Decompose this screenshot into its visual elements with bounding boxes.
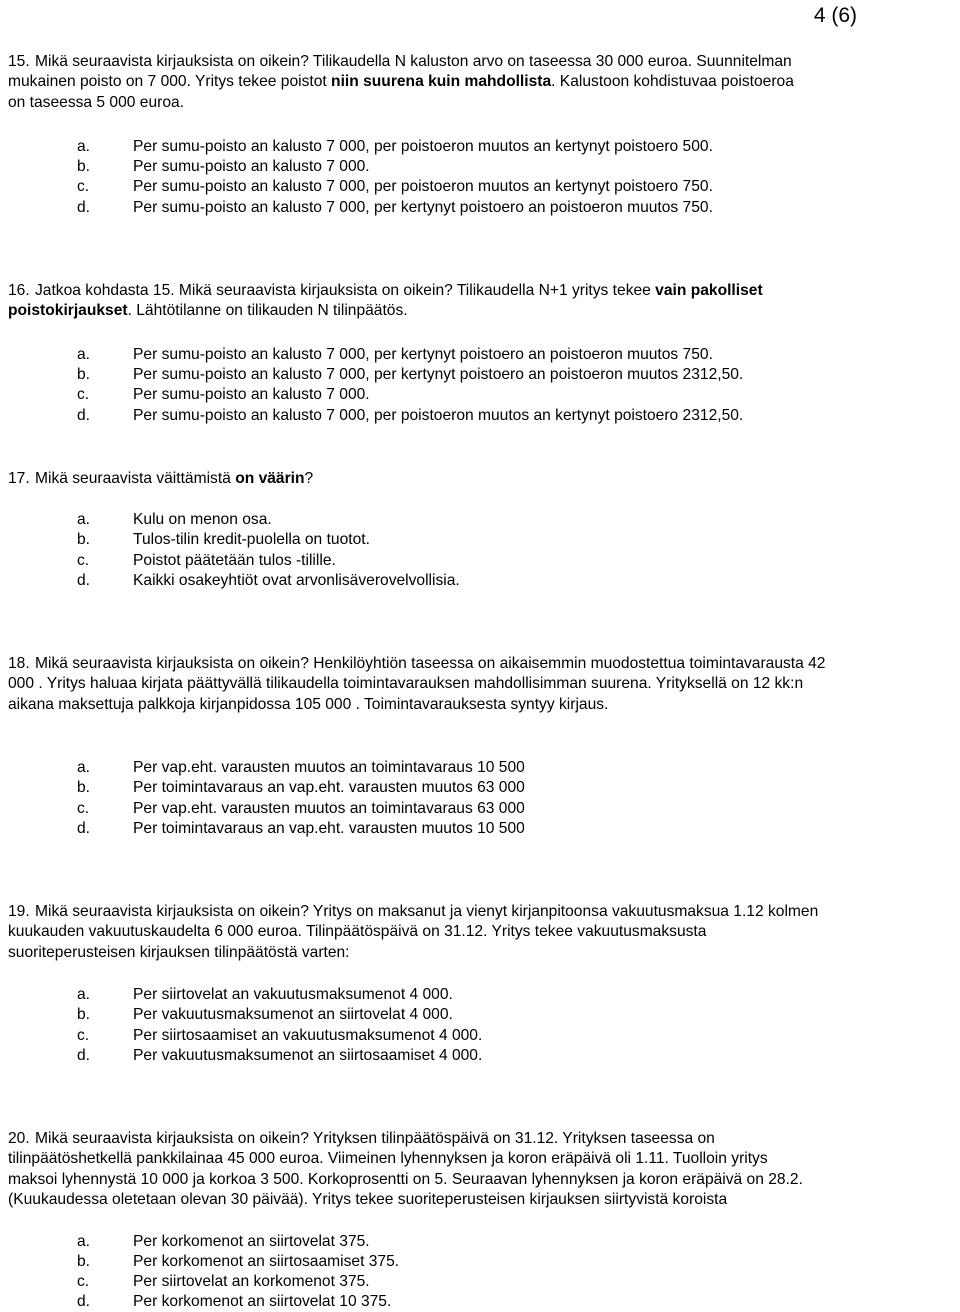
question-16-option-d: d. Per sumu-poisto an kalusto 7 000, per poistoeron muutos an kertynyt poistoero 2312,50. [77,407,744,424]
question-16-option-b: b. Per sumu-poisto an kalusto 7 000, per kertynyt poistoero an poistoeron muutos 2312,50. [77,366,744,383]
question-17-option-b: b. Tulos-tilin kredit-puolella on tuotot. [77,531,370,548]
question-16-option-c: c. Per sumu-poisto an kalusto 7 000. [77,386,370,403]
question-18-option-c: c. Per vap.eht. varausten muutos an toimintavaraus 63 000 [77,800,525,817]
question-16 [8,281,953,322]
question-17-option-a: a. Kulu on menon osa. [77,511,272,528]
question-20-option-a: a. Per korkomenot an siirtovelat 375. [77,1233,370,1250]
question-19-option-b: b. Per vakuutusmaksumenot an siirtovelat 4 000. [77,1006,453,1023]
question-18-option-d: d. Per toimintavaraus an vap.eht. varausten muutos 10 500 [77,820,525,837]
question-18-option-a: a. Per vap.eht. varausten muutos an toimintavaraus 10 500 [77,759,525,776]
question-20-line-2: tilinpäätöshetkellä pankkilainaa 45 000 euroa. Viimeinen lyhennyksen ja koron eräpäivä oli 1.11. Tuolloin yritys [8,1150,768,1168]
question-20-option-b: b. Per korkomenot an siirtosaamiset 375. [77,1253,400,1270]
question-19-line-2: kuukauden vakuutuskaudelta 6 000 euroa. Tilinpäätöspäivä on 31.12. Yritys tekee vakuutusmaksusta [8,923,707,941]
question-19-number: 19. [8,903,30,920]
question-16-number: 16. [8,282,30,299]
question-19-option-d: d. Per vakuutusmaksumenot an siirtosaamiset 4 000. [77,1047,483,1064]
question-15-line-1: 15. Mikä seuraavista kirjauksista on oikein? Tilikaudella N kaluston arvo on taseessa 30 000 euroa. Suunnitelman [8,52,953,72]
question-18-line-3: aikana maksettuja palkkoja kirjanpidossa 105 000 . Toimintavarauksesta syntyy kirjaus. [8,695,609,713]
page-number: 4 (6) [813,4,857,27]
question-20-line-3: maksoi lyhennystä 10 000 ja korkoa 3 500. Korkoprosentti on 5. Seuraavan lyhennyksen ja koron eräpäivä on 28.2. [8,1170,803,1188]
question-15-option-d: d. Per sumu-poisto an kalusto 7 000, per kertynyt poistoero an poistoeron muutos 750. [77,199,713,216]
question-20-number: 20. [8,1130,30,1147]
question-18-line-1: 18. Mikä seuraavista kirjauksista on oikein? Henkilöyhtiön taseessa on aikaisemmin muodostettua toimintavarausta 42 [8,654,953,674]
question-20-option-d: d. Per korkomenot an siirtovelat 10 375. [77,1293,392,1310]
question-16-line-1: 16. Jatkoa kohdasta 15. Mikä seuraavista kirjauksista on oikein? Tilikaudella N+1 yritys tekee vain pakolliset [8,281,953,301]
question-17-line-1: 17. Mikä seuraavista väittämistä on väärin? [8,469,953,489]
question-15-option-a: a. Per sumu-poisto an kalusto 7 000, per poistoeron muutos an kertynyt poistoero 500. [77,138,713,155]
question-19-line-1: 19. Mikä seuraavista kirjauksista on oikein? Yritys on maksanut ja vienyt kirjanpitoonsa vakuutusmaksua 1.12 kolmen [8,902,953,922]
question-15-option-c: c. Per sumu-poisto an kalusto 7 000, per poistoeron muutos an kertynyt poistoero 750. [77,178,713,195]
question-19-option-c: c. Per siirtosaamiset an vakuutusmaksumenot 4 000. [77,1027,483,1044]
question-19-line-3: suoriteperusteisen kirjauksen tilinpäätöstä varten: [8,943,350,961]
question-15 [8,52,953,113]
question-16-line-2: poistokirjaukset. Lähtötilanne on tilikauden N tilinpäätös. [8,302,408,320]
question-15-line-3: on taseessa 5 000 euroa. [8,93,184,111]
question-20-line-4: (Kuukaudessa oletetaan olevan 30 päivää). Yritys tekee suoriteperusteisen kirjauksen siirtyvistä koroista [8,1191,728,1209]
question-15-number: 15. [8,53,30,70]
question-19 [8,902,953,963]
question-19-option-a: a. Per siirtovelat an vakuutusmaksumenot 4 000. [77,986,453,1003]
question-20-option-c: c. Per siirtovelat an korkomenot 375. [77,1273,370,1290]
question-20-line-1: 20. Mikä seuraavista kirjauksista on oikein? Yrityksen tilinpäätöspäivä on 31.12. Yrityksen taseessa on [8,1129,953,1149]
question-20 [8,1129,953,1211]
question-18 [8,654,953,715]
question-15-option-b: b. Per sumu-poisto an kalusto 7 000. [77,158,370,175]
question-17-option-c: c. Poistot päätetään tulos -tilille. [77,552,336,569]
question-18-line-2: 000 . Yritys haluaa kirjata päättyvällä tilikaudella toimintavarauksen mahdollisimman suurena. Yrityksellä on 12 kk:n [8,675,804,693]
question-17 [8,469,953,489]
question-16-option-a: a. Per sumu-poisto an kalusto 7 000, per kertynyt poistoero an poistoeron muutos 750. [77,346,713,363]
question-18-number: 18. [8,655,30,672]
question-17-number: 17. [8,470,30,487]
question-17-option-d: d. Kaikki osakeyhtiöt ovat arvonlisäverovelvollisia. [77,572,460,589]
question-15-line-2: mukainen poisto on 7 000. Yritys tekee poistot niin suurena kuin mahdollista. Kalustoon kohdistuvaa poistoeroa [8,73,794,91]
question-18-option-b: b. Per toimintavaraus an vap.eht. varausten muutos 63 000 [77,779,525,796]
